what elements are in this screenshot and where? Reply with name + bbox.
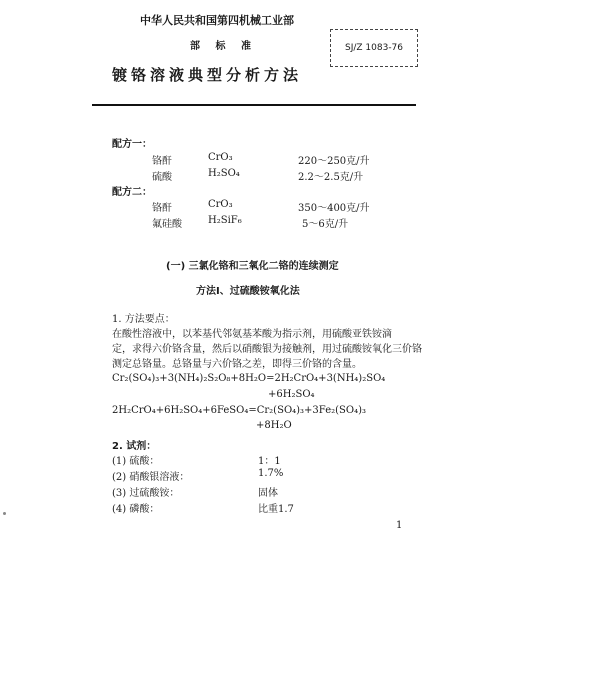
document-title: 镀铬溶液典型分析方法 (112, 66, 303, 84)
component-name: 铬酐 (152, 156, 172, 167)
component-amount: 2.2～2.5克/升 (298, 172, 364, 183)
section-heading: (一) 三氯化铬和三氧化二铬的连续测定 (166, 261, 339, 272)
component-formula: CrO₃ (208, 199, 233, 210)
ministry-name: 中华人民共和国第四机械工业部 (140, 14, 294, 27)
component-name: 硫酸 (152, 172, 172, 183)
reagent-value: 比重1.7 (258, 504, 294, 515)
page-number: 1 (396, 520, 403, 531)
formula2-label: 配方二： (112, 187, 152, 198)
header-rule (92, 104, 416, 106)
equation-2: 2H₂CrO₄+6H₂SO₄+6FeSO₄=Cr₂(SO₄)₃+3Fe₂(SO₄)₃ (112, 405, 366, 416)
paragraph-line: 定，求得六价铬含量，然后以硝酸银为接触剂，用过硫酸铵氧化三价铬 (112, 344, 422, 355)
equation-1: Cr₂(SO₄)₃+3(NH₄)₂S₂O₈+8H₂O=2H₂CrO₄+3(NH₄)₂SO₄ (112, 373, 386, 384)
point1-label: 1. 方法要点： (112, 314, 175, 325)
component-formula: CrO₃ (208, 152, 233, 163)
point2-label: 2. 试剂： (112, 441, 157, 452)
standard-type: 部 标 准 (190, 41, 257, 52)
standard-number: SJ/Z 1083-76 (344, 43, 404, 53)
component-formula: H₂SiF₆ (208, 215, 242, 226)
scan-speck (3, 512, 6, 515)
component-formula: H₂SO₄ (208, 168, 240, 179)
paragraph-line: 测定总铬量。总铬量与六价铬之差，即得三价铬的含量。 (112, 359, 362, 370)
standard-number-box (330, 29, 418, 67)
component-name: 铬酐 (152, 203, 172, 214)
method-heading: 方法Ⅰ、过硫酸铵氧化法 (196, 286, 300, 297)
reagent-label: (3) 过硫酸铵： (112, 488, 180, 499)
reagent-label: (4) 磷酸： (112, 504, 160, 515)
reagent-value: 1.7% (258, 468, 284, 479)
component-name: 氟硅酸 (152, 219, 182, 230)
component-amount: 350～400克/升 (298, 203, 370, 214)
component-amount: 220～250克/升 (298, 156, 370, 167)
reagent-label: (2) 硝酸银溶液： (112, 472, 190, 483)
equation-2-continuation: +8H₂O (256, 420, 292, 431)
component-amount: 5～6克/升 (302, 219, 349, 230)
equation-1-continuation: +6H₂SO₄ (268, 389, 315, 400)
reagent-value: 1：1 (258, 456, 281, 467)
paragraph-line: 在酸性溶液中，以苯基代邻氨基苯酸为指示剂，用硫酸亚铁铵滴 (112, 329, 392, 340)
formula1-label: 配方一： (112, 139, 152, 150)
reagent-value: 固体 (258, 488, 278, 499)
reagent-label: (1) 硫酸： (112, 456, 160, 467)
